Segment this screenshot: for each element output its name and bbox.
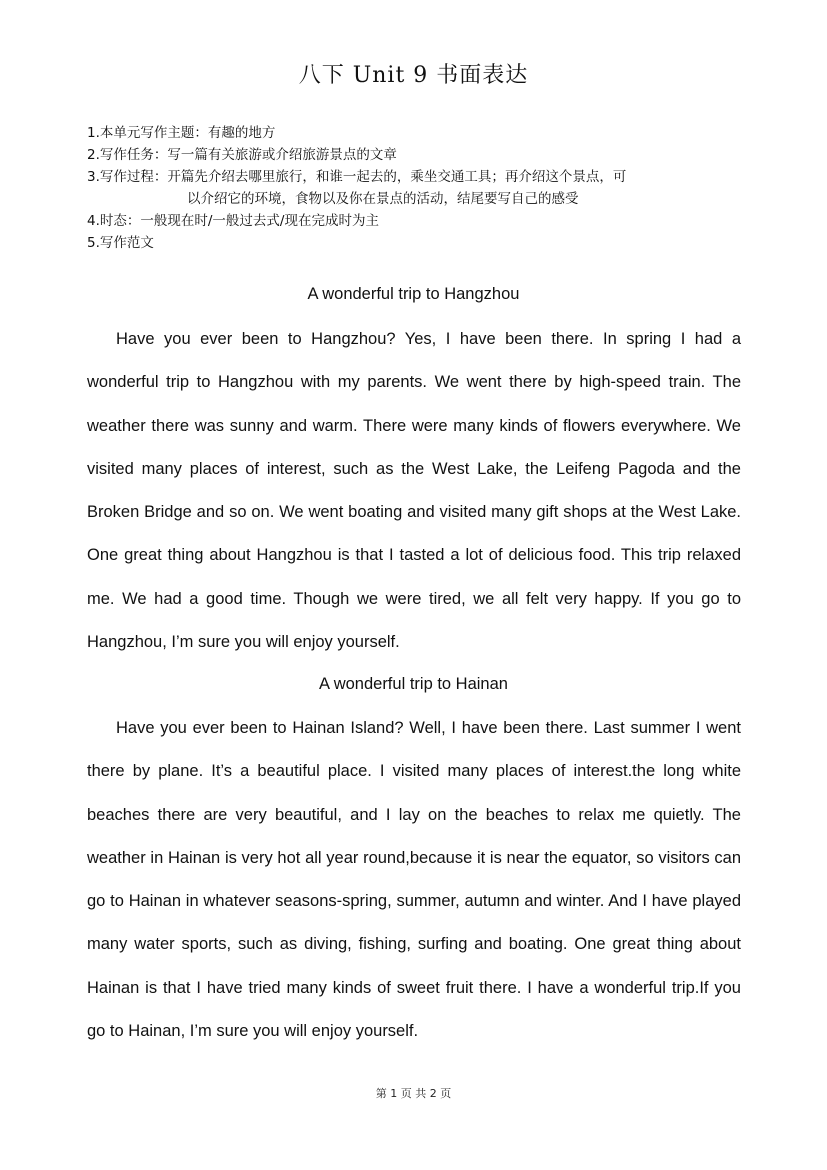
page-footer: 第 1 页 共 2 页: [375, 1087, 452, 1100]
requirement-process: 3.写作过程：开篇先介绍去哪里旅行，和谁一起去的，乘坐交通工具；再介绍这个景点，可: [87, 169, 627, 185]
writing-requirements: [87, 122, 747, 254]
requirement-sample: 5.写作范文: [87, 235, 154, 251]
requirement-process-continued: 以介绍它的环境，食物以及你在景点的活动，结尾要写自己的感受: [187, 191, 579, 207]
requirement-topic: 1.本单元写作主题：有趣的地方: [87, 125, 276, 141]
page-title: 八下 Unit 9 书面表达: [298, 63, 529, 88]
essay-body-hainan: Have you ever been to Hainan Island? Well, I have been there. Last summer I went there by plane. It’s a beautiful place. I visited many places of interest.the long white beaches there are very beautiful, and I lay on the beaches to relax me quietly. The weather in Hainan is very hot all year round,because it is near the equator, so visitors can go to Hainan in whatever seasons-spring, summer, autumn and winter. And I have played many water sports, such as diving, fishing, surfing and boating. One great thing about Hainan is that I have tried many kinds of sweet fruit there. I have a wonderful trip.If you go to Hainan, I’m sure you will enjoy yourself.: [87, 719, 741, 1041]
essay-title-hainan: A wonderful trip to Hainan: [319, 675, 508, 693]
requirement-task: 2.写作任务：写一篇有关旅游或介绍旅游景点的文章: [87, 147, 397, 163]
requirement-tense: 4.时态：一般现在时/一般过去式/现在完成时为主: [87, 213, 379, 229]
essay-title-hangzhou: A wonderful trip to Hangzhou: [307, 285, 520, 303]
essay-body-hangzhou: Have you ever been to Hangzhou? Yes, I have been there. In spring I had a wonderful trip to Hangzhou with my parents. We went there by high-speed train. The weather there was sunny and warm. There were many kinds of flowers everywhere. We visited many places of interest, such as the West Lake, the Leifeng Pagoda and the Broken Bridge and so on. We went boating and visited many gift shops at the West Lake. One great thing about Hangzhou is that I tasted a lot of delicious food. This trip relaxed me. We had a good time. Though we were tired, we all felt very happy. If you go to Hangzhou, I’m sure you will enjoy yourself.: [87, 330, 741, 652]
